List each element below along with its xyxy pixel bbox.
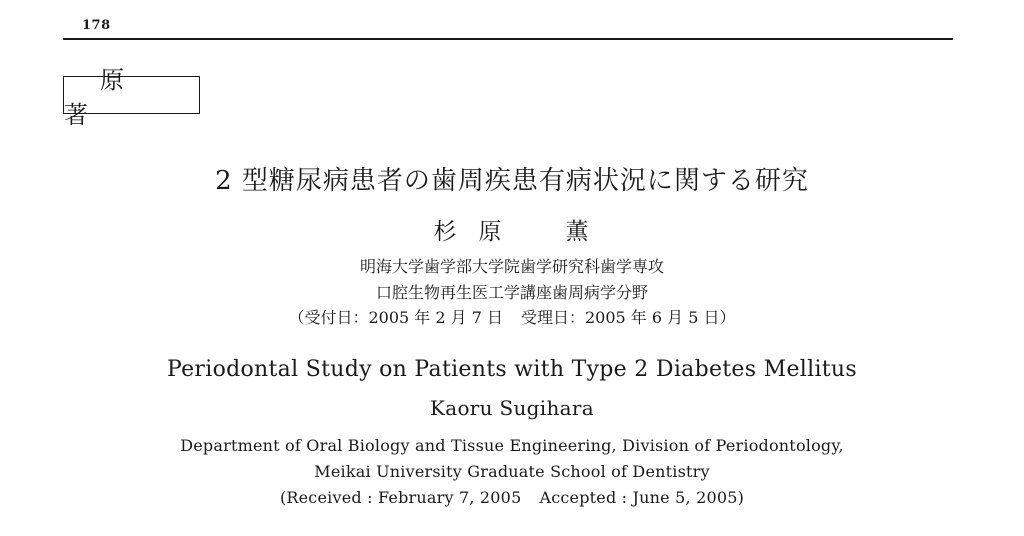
english-dates [0, 486, 1024, 510]
japanese-received-date: （受付日：2005 年 2 月 7 日 [288, 308, 503, 327]
header-rule [63, 38, 953, 40]
english-title: Periodontal Study on Patients with Type 2 Diabetes Mellitus [167, 357, 857, 382]
english-author: Kaoru Sugihara [430, 396, 594, 420]
english-affiliation-line-1: Department of Oral Biology and Tissue Engineering, Division of Periodontology, [180, 436, 844, 455]
author-name-part-2: 原 [478, 219, 504, 245]
japanese-affiliation-line-2: 口腔生物再生医工学講座歯周病学分野 [375, 283, 648, 302]
english-affiliation-line-2: Meikai University Graduate School of Dentistry [314, 462, 710, 481]
japanese-accepted-date: 受理日：2005 年 6 月 5 日） [521, 308, 736, 327]
category-label: 原著 [63, 76, 200, 114]
japanese-title: 2 型糖尿病患者の歯周疾患有病状況に関する研究 [215, 166, 809, 196]
japanese-dates [0, 306, 1024, 330]
english-received-date: (Received : February 7, 2005 [279, 488, 522, 507]
japanese-affiliation-line-1: 明海大学歯学部大学院歯学研究科歯学専攻 [359, 257, 664, 276]
japanese-author [0, 213, 1024, 246]
author-name-part-1: 杉 [433, 219, 459, 245]
page-number: 178 [82, 18, 111, 33]
english-accepted-date: Accepted : June 5, 2005) [539, 488, 745, 507]
author-name-part-3: 薫 [565, 219, 591, 245]
